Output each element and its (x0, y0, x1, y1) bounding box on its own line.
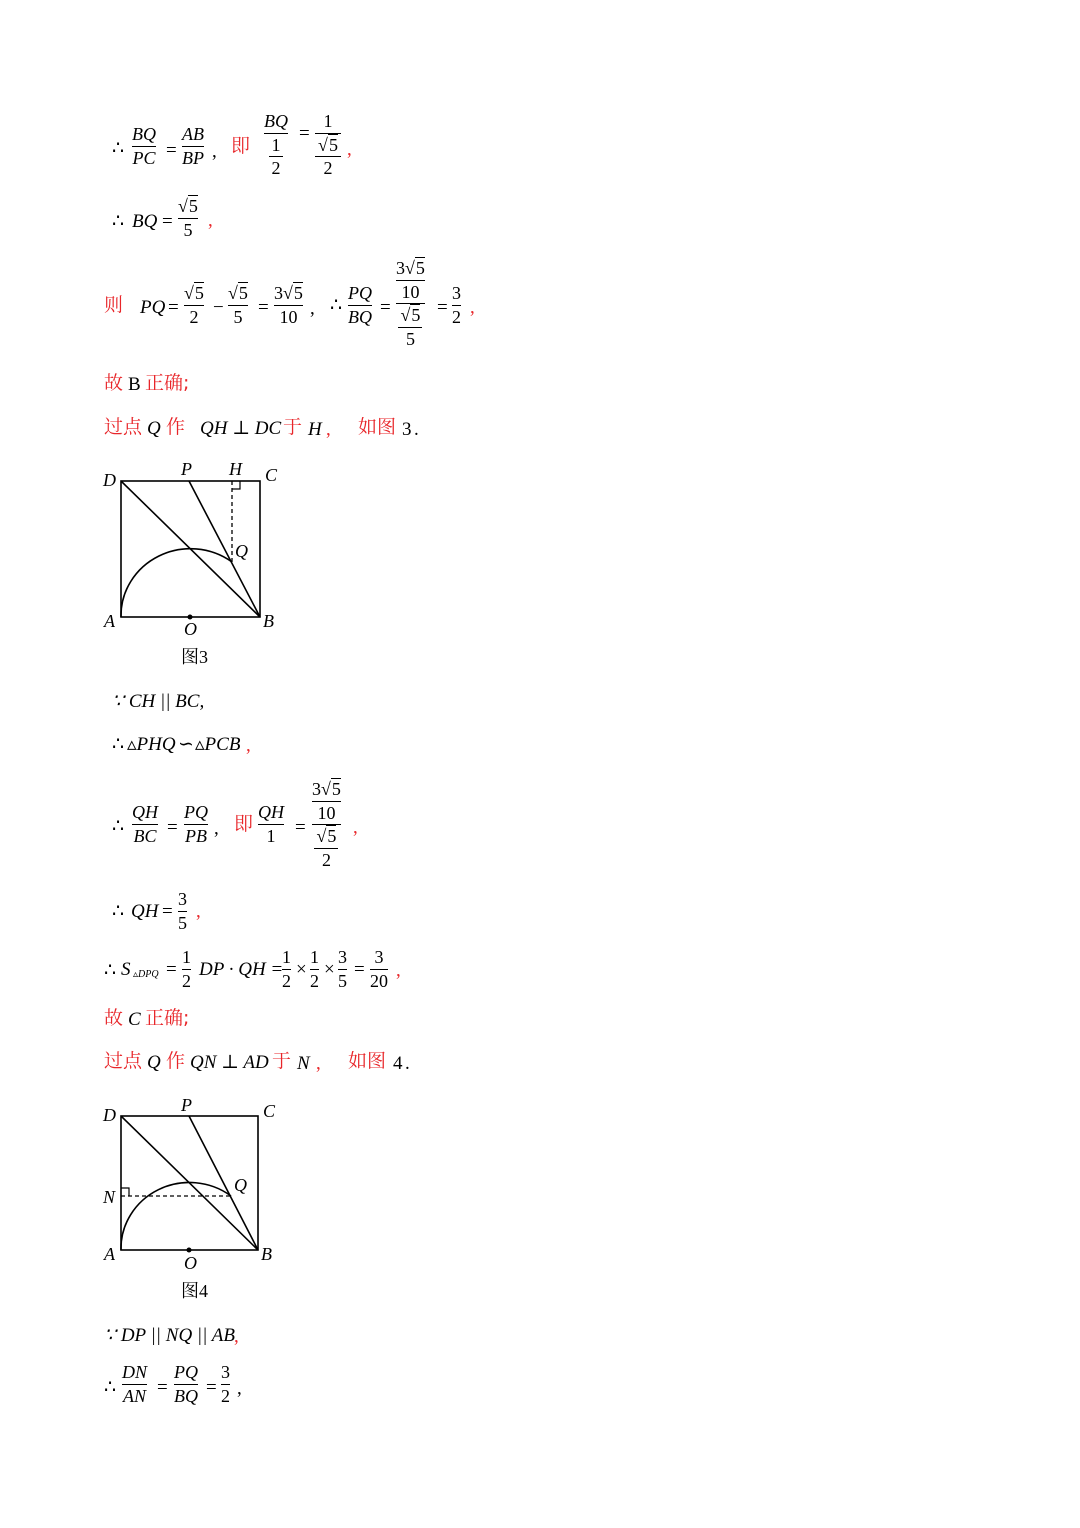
label-c: C (265, 465, 278, 485)
numerator: 3 (338, 947, 347, 967)
fraction-pq-pb (184, 802, 208, 846)
complex-fraction (396, 258, 425, 350)
label-h: H (229, 459, 242, 479)
label-n: N (103, 1187, 116, 1207)
equals-sign: = (437, 297, 448, 318)
as-figure-text: 如图 (348, 1050, 387, 1072)
figure-number: 4 (393, 1053, 403, 1074)
at-text: 于 (283, 416, 303, 438)
fraction-pq-over-bq (348, 283, 372, 327)
equals-sign: = (166, 959, 177, 980)
comma-red: , (396, 960, 401, 981)
denominator: BP (182, 147, 204, 168)
equals-sign: = (299, 123, 310, 144)
denominator: 5 (183, 219, 193, 240)
denominator: 2 (221, 1385, 230, 1406)
denominator: PB (185, 825, 207, 846)
comma-red: , (316, 1053, 321, 1074)
equals-sign: = (162, 901, 173, 922)
label-q: Q (235, 541, 248, 561)
numerator: 3 (221, 1362, 230, 1382)
figure-4-diagram (95, 1090, 295, 1310)
fraction-bq-pc (132, 124, 156, 168)
through-point-text: 过点 (104, 1050, 143, 1072)
equals-sign: = (168, 297, 179, 318)
figure-3 (95, 455, 295, 675)
numerator: QH (132, 802, 158, 822)
numerator: 1 (282, 947, 291, 967)
point-q: Q (147, 418, 161, 439)
gu-word: 故 (104, 1007, 124, 1029)
denominator: 5 (338, 970, 347, 991)
label-b: B (263, 611, 274, 631)
denominator: AN (123, 1385, 147, 1406)
equals-sign: = (380, 297, 391, 318)
fraction-ab-bp (182, 124, 204, 168)
denominator: 2 (282, 970, 291, 991)
label-p: P (181, 1095, 192, 1115)
label-b: B (261, 1244, 272, 1264)
fraction-3-over-5 (178, 889, 187, 933)
make-text: 作 (166, 416, 186, 438)
fraction-3-over-2 (221, 1362, 230, 1406)
therefore-symbol: ∴ (112, 734, 125, 755)
option-letter: B (128, 374, 141, 395)
point-h: H (308, 419, 322, 440)
figure-caption: 图4 (181, 1281, 208, 1301)
correct-text: 正确; (145, 1007, 190, 1029)
fraction-3-over-5 (338, 947, 347, 991)
numerator: 1 (182, 947, 191, 967)
correct-text: 正确; (145, 372, 190, 394)
figure-4 (95, 1090, 295, 1310)
comma-red: , (470, 297, 475, 318)
lhs: PQ (140, 297, 166, 318)
gu-word: 故 (104, 372, 124, 394)
numerator: DN (122, 1362, 148, 1382)
label-o: O (184, 1253, 197, 1273)
numerator: AB (182, 124, 204, 144)
denominator-bottom: 2 (321, 850, 331, 871)
triangle-phq: ▵PHQ (127, 734, 176, 755)
numerator: 3 (452, 283, 461, 303)
period: . (414, 419, 419, 440)
fraction-qh-over-1 (258, 802, 284, 846)
label-o: O (184, 619, 197, 639)
figure-number: 3 (402, 419, 412, 440)
comma: , (212, 141, 217, 162)
ze-word: 则 (104, 294, 124, 316)
therefore-symbol: ∴ (104, 960, 117, 981)
fraction-3-over-20 (370, 947, 388, 991)
equals-sign: = (354, 959, 365, 980)
inner-denominator: 2 (271, 158, 281, 179)
denominator: PC (132, 147, 156, 168)
fraction-one-over-root5-half (315, 111, 341, 179)
numerator: 1 (323, 111, 333, 131)
equals-sign: = (258, 297, 269, 318)
through-point-text: 过点 (104, 416, 143, 438)
comma: , (214, 818, 219, 839)
numerator: 1 (310, 947, 319, 967)
fraction-qh-bc (132, 802, 158, 846)
fraction-bq-over-half (264, 111, 288, 179)
option-letter: C (128, 1009, 141, 1030)
therefore-symbol: ∴ (330, 295, 343, 316)
because-parallel: ∵ CH || BC, (112, 691, 205, 712)
inner-denominator: 2 (323, 158, 333, 179)
numerator: PQ (348, 283, 372, 303)
fraction-3root5-over-10 (274, 283, 303, 327)
point-q: Q (147, 1052, 161, 1073)
comma-red: , (353, 817, 358, 838)
perpendicular-statement: QN ⊥ AD (190, 1052, 269, 1073)
denominator-top: √5 (316, 826, 337, 847)
fraction-root5-over-5 (228, 283, 248, 327)
numerator: 3√5 (274, 283, 303, 303)
fraction-root5-over-5 (178, 196, 198, 240)
numerator: PQ (184, 802, 208, 822)
inner-numerator-sqrt: √5 (318, 134, 338, 155)
lhs: BQ (132, 211, 158, 232)
figure-3-diagram (95, 455, 295, 675)
comma-red: , (234, 1326, 239, 1347)
denominator: 10 (279, 306, 298, 327)
therefore-symbol: ∴ (112, 901, 125, 922)
fraction-3-over-2 (452, 283, 461, 327)
label-a: A (104, 611, 115, 631)
lhs: QH (131, 901, 159, 922)
numerator: PQ (174, 1362, 198, 1382)
comma: , (310, 298, 315, 319)
because-parallel: ∵ DP || NQ || AB (104, 1325, 235, 1346)
denominator: 2 (189, 306, 199, 327)
denominator: BQ (348, 306, 372, 327)
numerator: BQ (132, 124, 156, 144)
comma-red: , (208, 210, 213, 231)
fraction-pq-bq (174, 1362, 198, 1406)
therefore-symbol: ∴ (112, 138, 125, 159)
make-text: 作 (166, 1050, 186, 1072)
semicircle-arc (121, 1182, 231, 1250)
comma-red: , (196, 901, 201, 922)
label-d: D (103, 1105, 116, 1125)
ji-word: 即 (231, 135, 251, 157)
minus-sign: − (213, 297, 224, 318)
times-sign: × (324, 959, 335, 980)
numerator-bottom: 10 (401, 281, 420, 302)
denominator: 5 (233, 306, 243, 327)
times-sign: × (296, 959, 307, 980)
ji-word: 即 (234, 813, 254, 835)
fraction-root5-over-2 (184, 283, 204, 327)
denominator: 2 (452, 306, 461, 327)
semicircle-arc (121, 549, 232, 617)
point-n: N (297, 1053, 310, 1074)
fraction-1-over-2 (282, 947, 291, 991)
complex-fraction (312, 779, 341, 871)
right-angle-mark (232, 481, 240, 489)
denominator-top: √5 (400, 305, 421, 326)
comma: , (237, 1378, 242, 1399)
inner-numerator: 1 (271, 134, 281, 155)
denominator: 2 (182, 970, 191, 991)
numerator: 3 (374, 947, 384, 967)
comma-red: , (347, 139, 352, 160)
dp-times-qh: DP · QH = (199, 959, 284, 980)
comma-red: , (326, 419, 331, 440)
label-a: A (104, 1244, 115, 1264)
label-d: D (103, 470, 116, 490)
perpendicular-statement: QH ⊥ DC (200, 418, 282, 439)
fraction-1-over-2 (182, 947, 191, 991)
numerator: √5 (178, 196, 198, 216)
triangle-pcb: ▵PCB (195, 734, 241, 755)
denominator: 5 (178, 912, 187, 933)
figure-caption: 图3 (181, 647, 208, 667)
area-subscript: ▵DPQ (133, 969, 159, 980)
therefore-symbol: ∴ (104, 1377, 117, 1398)
label-c: C (263, 1101, 276, 1121)
at-text: 于 (272, 1050, 292, 1072)
numerator: √5 (228, 283, 248, 303)
numerator-top: 3√5 (312, 779, 341, 799)
denominator-bottom: 5 (405, 329, 415, 350)
fraction-1-over-2 (310, 947, 319, 991)
denominator: BQ (174, 1385, 198, 1406)
denominator: 1 (266, 825, 276, 846)
area-symbol: S (121, 959, 131, 980)
period: . (405, 1053, 410, 1074)
equals-sign: = (295, 817, 306, 838)
equals-sign: = (167, 817, 178, 838)
equals-sign: = (166, 140, 177, 161)
center-o-dot (187, 1248, 192, 1253)
therefore-symbol: ∴ (112, 816, 125, 837)
fraction-dn-an (122, 1362, 147, 1406)
numerator-bottom: 10 (317, 802, 336, 823)
denominator: 2 (310, 970, 319, 991)
numerator-top: 3√5 (396, 258, 425, 278)
numerator: 3 (178, 889, 187, 909)
comma-red: , (246, 735, 251, 756)
numerator: √5 (184, 283, 204, 303)
numerator: BQ (264, 111, 288, 131)
denominator: BC (133, 825, 157, 846)
label-q: Q (234, 1175, 247, 1195)
equals-sign: = (162, 211, 173, 232)
therefore-symbol: ∴ (112, 211, 125, 232)
right-angle-mark (121, 1188, 129, 1196)
as-figure-text: 如图 (358, 416, 397, 438)
numerator: QH (258, 802, 284, 822)
equals-sign: = (206, 1377, 217, 1398)
denominator: 20 (370, 970, 388, 991)
similar-sign: ∽ (178, 734, 194, 755)
label-p: P (181, 459, 192, 479)
equals-sign: = (157, 1377, 168, 1398)
